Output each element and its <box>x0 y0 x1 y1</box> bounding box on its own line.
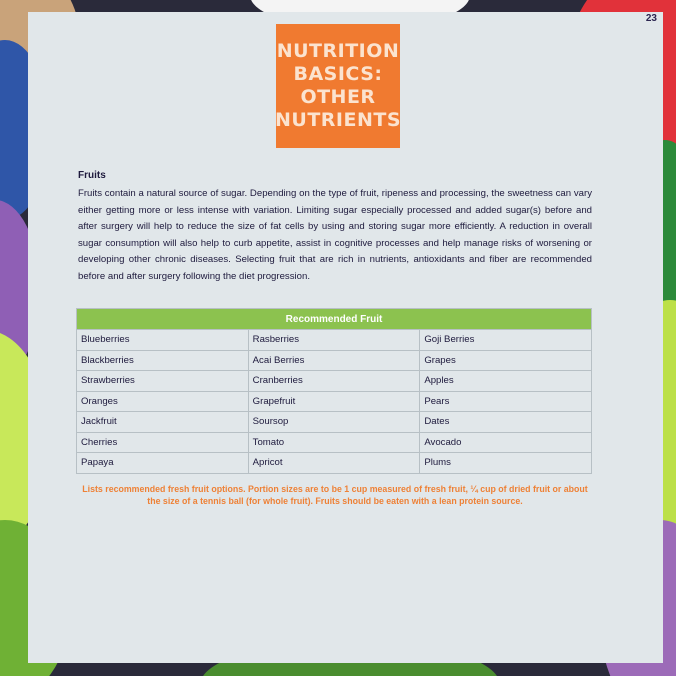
table-row <box>77 432 592 453</box>
table-cell: Apples <box>420 371 592 392</box>
table-row <box>77 350 592 371</box>
table-cell: Dates <box>420 412 592 433</box>
table-row <box>77 371 592 392</box>
table-header: Recommended Fruit <box>77 309 592 330</box>
table-cell: Pears <box>420 391 592 412</box>
badge-title: NUTRITION BASICS: OTHER NUTRIENTS <box>275 40 402 131</box>
table-header-row <box>77 309 592 330</box>
table-cell: Acai Berries <box>248 350 420 371</box>
title-badge <box>276 24 400 148</box>
table-cell: Plums <box>420 453 592 474</box>
body-paragraph: Fruits contain a natural source of sugar. Depending on the type of fruit, ripeness and processing, the sweetness can vary either getting more or less intense with variation. Limiting sugar especially processed and added sugar(s) before and after surgery will help to reduce the size of fat cells by using and storing sugar more efficiently. A reduction in overall sugar consumption will also help to curb appetite, assist in cognitive processes and help manage risks of worsening or developing other chronic diseases. Selecting fruit that are rich in nutrients, antioxidants and fiber are recommended before and after surgery following the diet progression. <box>78 188 592 282</box>
section-title: Fruits <box>78 170 106 181</box>
table-footnote: Lists recommended fresh fruit options. Portion sizes are to be 1 cup measured of fresh fruit, ¼ cup of dried fruit or about the size of a tennis ball (for whole fruit). Fruits should be eaten with a lean protein source. <box>82 484 588 506</box>
table-cell: Goji Berries <box>420 330 592 351</box>
table-cell: Grapes <box>420 350 592 371</box>
table-cell: Oranges <box>77 391 249 412</box>
table-row <box>77 391 592 412</box>
table-cell: Soursop <box>248 412 420 433</box>
table-row <box>77 412 592 433</box>
page-number: 23 <box>645 13 657 24</box>
table-cell: Rasberries <box>248 330 420 351</box>
table-row <box>77 453 592 474</box>
table-cell: Tomato <box>248 432 420 453</box>
table-cell: Blackberries <box>77 350 249 371</box>
table-cell: Cranberries <box>248 371 420 392</box>
table-cell: Papaya <box>77 453 249 474</box>
table-row <box>77 330 592 351</box>
table-cell: Apricot <box>248 453 420 474</box>
table-cell: Jackfruit <box>77 412 249 433</box>
table-cell: Avocado <box>420 432 592 453</box>
document-page <box>28 12 663 663</box>
table-cell: Strawberries <box>77 371 249 392</box>
table-cell: Grapefruit <box>248 391 420 412</box>
table-cell: Cherries <box>77 432 249 453</box>
fruit-table <box>76 308 592 474</box>
table-cell: Blueberries <box>77 330 249 351</box>
